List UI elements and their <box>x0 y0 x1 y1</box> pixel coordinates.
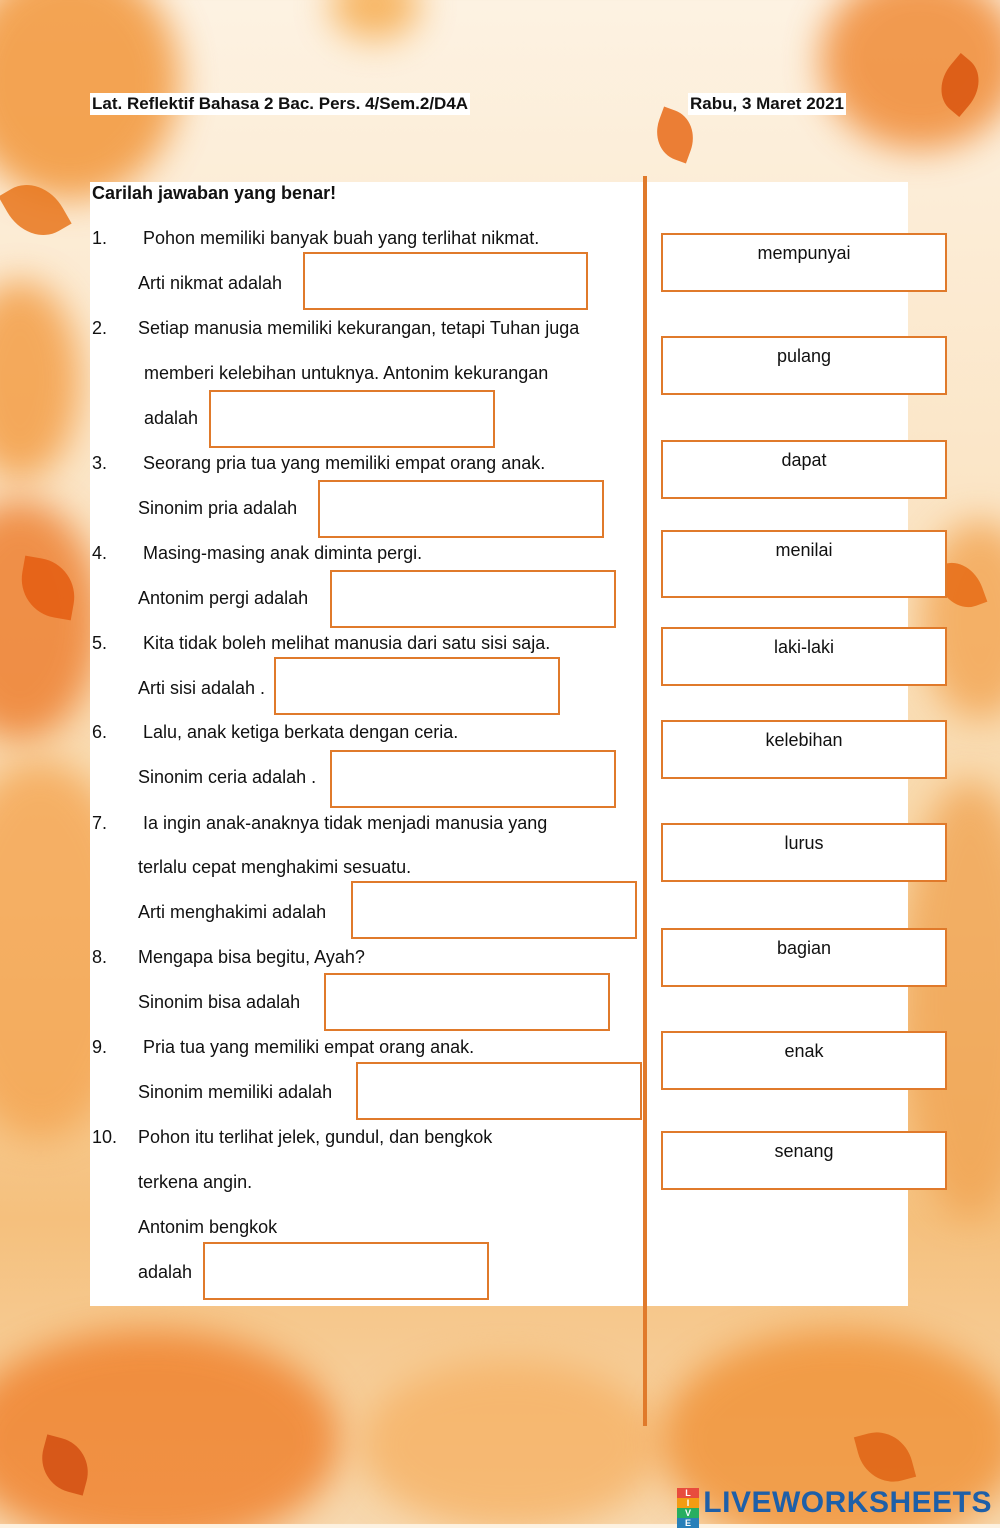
question-number: 5. <box>92 633 108 653</box>
option-bagian[interactable]: bagian <box>661 928 947 987</box>
column-divider <box>643 176 647 1426</box>
answer-box-1[interactable] <box>303 252 588 310</box>
option-kelebihan[interactable]: kelebihan <box>661 720 947 779</box>
worksheet-date: Rabu, 3 Maret 2021 <box>690 94 845 113</box>
answer-box-9[interactable] <box>356 1062 642 1120</box>
option-mempunyai[interactable]: mempunyai <box>661 233 947 292</box>
question-text: Mengapa bisa begitu, Ayah? <box>138 947 365 967</box>
question-number: 6. <box>92 722 108 742</box>
answer-box-3[interactable] <box>318 480 604 538</box>
question-text: Antonim bengkok <box>138 1217 278 1237</box>
question-text: memberi kelebihan untuknya. Antonim kekurangan <box>144 363 549 383</box>
instruction: Carilah jawaban yang benar! <box>92 183 337 203</box>
option-laki-laki[interactable]: laki-laki <box>661 627 947 686</box>
question-prompt: Sinonim memiliki adalah <box>138 1082 333 1102</box>
question-text: Setiap manusia memiliki kekurangan, tetapi Tuhan juga <box>138 318 580 338</box>
liveworksheets-logo-icon: L I V E <box>677 1488 699 1518</box>
worksheet-title: Lat. Reflektif Bahasa 2 Bac. Pers. 4/Sem.2/D4A <box>92 94 469 113</box>
question-text: terlalu cepat menghakimi sesuatu. <box>138 857 412 877</box>
question-prompt: Arti nikmat adalah <box>138 273 283 293</box>
question-text: terkena angin. <box>138 1172 253 1192</box>
question-prompt: Arti menghakimi adalah <box>138 902 327 922</box>
answer-box-2[interactable] <box>209 390 495 448</box>
question-prompt: Sinonim pria adalah <box>138 498 298 518</box>
question-number: 9. <box>92 1037 108 1057</box>
answer-box-6[interactable] <box>330 750 616 808</box>
question-number: 1. <box>92 228 108 248</box>
question-text: Masing-masing anak diminta pergi. <box>143 543 423 563</box>
question-number: 3. <box>92 453 108 473</box>
option-menilai[interactable]: menilai <box>661 530 947 598</box>
question-prompt: Arti sisi adalah . <box>138 678 266 698</box>
option-enak[interactable]: enak <box>661 1031 947 1090</box>
answer-box-5[interactable] <box>274 657 560 715</box>
question-text: Kita tidak boleh melihat manusia dari satu sisi saja. <box>143 633 551 653</box>
question-number: 7. <box>92 813 108 833</box>
answer-box-4[interactable] <box>330 570 616 628</box>
option-lurus[interactable]: lurus <box>661 823 947 882</box>
option-pulang[interactable]: pulang <box>661 336 947 395</box>
answer-box-8[interactable] <box>324 973 610 1031</box>
question-number: 2. <box>92 318 108 338</box>
question-text: Seorang pria tua yang memiliki empat orang anak. <box>143 453 546 473</box>
question-text: Pohon memiliki banyak buah yang terlihat nikmat. <box>143 228 540 248</box>
question-prompt: Sinonim ceria adalah . <box>138 767 317 787</box>
answer-box-7[interactable] <box>351 881 637 939</box>
question-text: Ia ingin anak-anaknya tidak menjadi manusia yang <box>143 813 548 833</box>
option-senang[interactable]: senang <box>661 1131 947 1190</box>
question-number: 10. <box>92 1127 118 1147</box>
question-prompt: Antonim pergi adalah <box>138 588 309 608</box>
question-number: 8. <box>92 947 108 967</box>
question-prompt: adalah <box>144 408 199 428</box>
option-dapat[interactable]: dapat <box>661 440 947 499</box>
question-text: Lalu, anak ketiga berkata dengan ceria. <box>143 722 459 742</box>
question-prompt: Sinonim bisa adalah <box>138 992 301 1012</box>
liveworksheets-logo <box>677 1486 992 1528</box>
question-text: Pohon itu terlihat jelek, gundul, dan bengkok <box>138 1127 493 1147</box>
answer-box-10[interactable] <box>203 1242 489 1300</box>
question-prompt: adalah <box>138 1262 193 1282</box>
question-number: 4. <box>92 543 108 563</box>
liveworksheets-logo-text: LIVEWORKSHEETS <box>703 1486 992 1519</box>
question-text: Pria tua yang memiliki empat orang anak. <box>143 1037 475 1057</box>
